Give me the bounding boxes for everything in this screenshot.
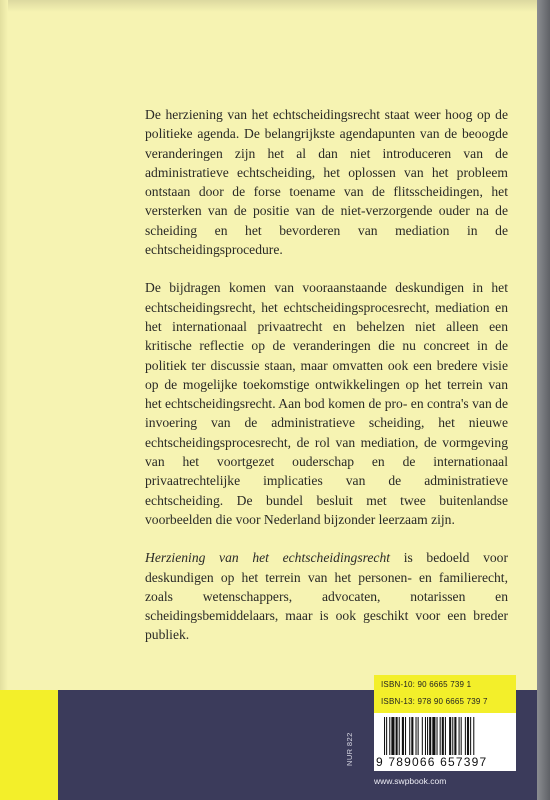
barcode-bar (467, 717, 469, 755)
isbn-box (374, 675, 516, 713)
barcode-bars (384, 717, 506, 755)
barcode-bar (461, 717, 462, 755)
blurb-paragraph-3 (145, 548, 508, 644)
barcode-bar (425, 717, 426, 755)
cover-shadow-top (0, 0, 537, 12)
barcode-bar (459, 717, 460, 755)
barcode-bar (386, 717, 387, 755)
barcode-bar (405, 717, 406, 755)
barcode-bar (473, 717, 474, 755)
barcode-bar (389, 717, 390, 755)
barcode-bar (432, 717, 435, 755)
barcode-bar (429, 717, 431, 755)
barcode-bar (416, 717, 417, 755)
yellow-strip (0, 690, 58, 800)
book-title-italic: Herziening van het echtscheidingsrecht (145, 550, 391, 566)
isbn-10: ISBN-10: 90 6665 739 1 (381, 680, 472, 689)
barcode-digits: 9 789066 657397 (376, 755, 488, 769)
barcode-bar (409, 717, 410, 755)
isbn-13: ISBN-13: 978 90 6665 739 7 (381, 697, 488, 706)
blurb-text (145, 105, 508, 664)
blurb-paragraph-1: De herziening van het echtscheidingsrecht staat weer hoog op de politieke agenda. De belangrijkste agendapunten van de beoogde veranderingen zijn het al dan niet introduceren van de administratieve echtscheiding, het oplossen van het probleem ontstaan door de forse toename van de flitsscheidingen, het versterken van de positie van de niet-verzorgende ouder na de scheiding en het bevorderen van mediation in de echtscheidingsprocedure. (145, 107, 508, 258)
barcode-bar (384, 717, 385, 755)
barcode-bar (437, 717, 438, 755)
barcode-bar (411, 717, 413, 755)
barcode-bar (402, 717, 404, 755)
cover-shadow-left (0, 0, 8, 690)
barcode-bar (399, 717, 400, 755)
barcode-bar (445, 717, 446, 755)
barcode-bar (452, 717, 453, 755)
barcode-bar (427, 717, 428, 755)
blurb-paragraph-3-rest: is bedoeld voor deskundigen op het terrein van het personen- en familierecht, zoals wetenschappers, advocaten, notarissen en scheidingsbemiddelaars, maar is ook geschikt voor een breder publiek. (145, 550, 509, 643)
barcode-bar (449, 717, 451, 755)
barcode-bar (418, 717, 419, 755)
barcode-bar (422, 717, 423, 755)
blurb-paragraph-2: De bijdragen komen van vooraanstaande deskundigen in het echtscheidingsrecht, het echtscheidingsprocesrecht, mediation en het internationaal privaatrecht en behelzen niet alleen een kritische reflectie op de veranderingen die nu concreet in de politiek ter discussie staan, maar omvatten ook een bredere visie op de mogelijke toekomstige ontwikkelingen op het terrein van het echtscheidingsrecht. Aan bod komen de pro- en contra's van de invoering van de administratieve scheiding, het nieuwe echtscheidingsprocesrecht, de rol van mediation, de vormgeving van het voortgezet ouderschap en de internationaal privaatrechtelijke implicaties van de administratieve echtscheiding. De bundel besluit met twee buitenlandse voorbeelden die voor Nederland bijzonder leerzaam zijn. (145, 280, 508, 527)
barcode (374, 713, 516, 771)
barcode-bar (440, 717, 441, 755)
barcode-bar (396, 717, 398, 755)
nur-code: NUR 822 (345, 732, 354, 766)
publisher-url: www.swpbook.com (374, 776, 447, 786)
barcode-bar (465, 717, 466, 755)
barcode-bar (470, 717, 471, 755)
barcode-bar (391, 717, 394, 755)
page-edge (536, 0, 550, 800)
barcode-bar (454, 717, 456, 755)
barcode-bar (442, 717, 444, 755)
